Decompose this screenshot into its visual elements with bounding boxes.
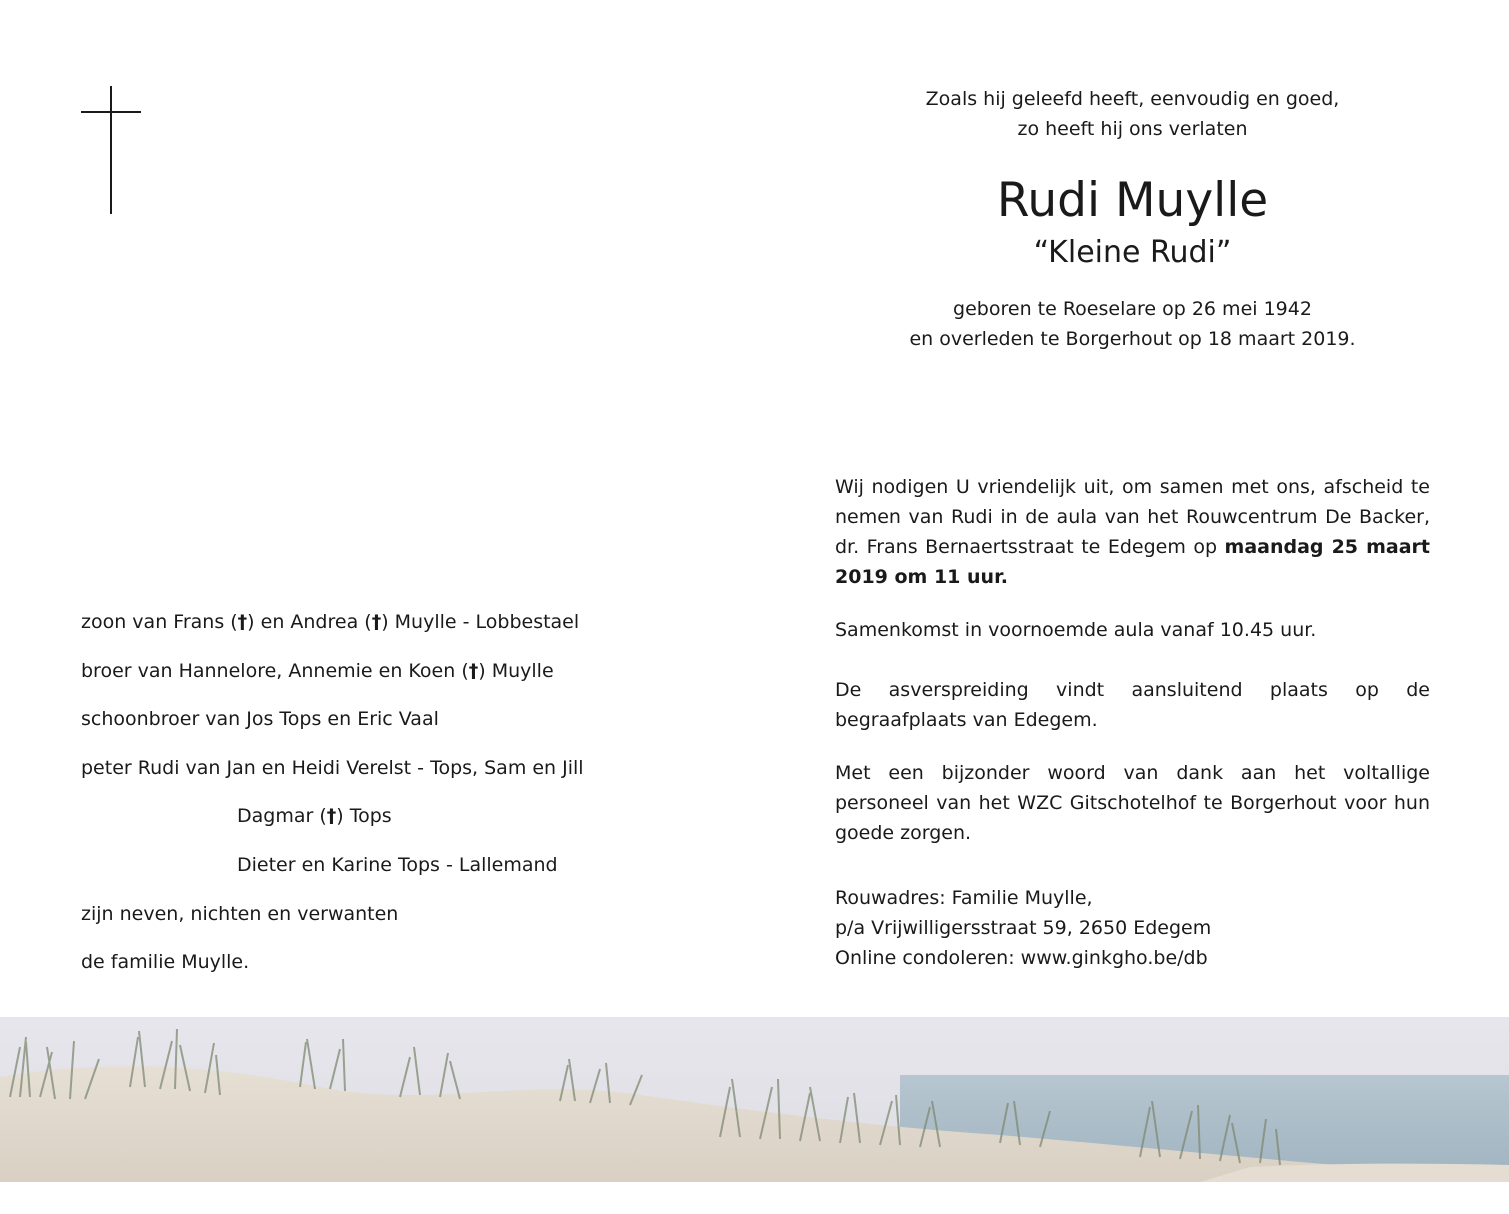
dagger-icon: † [371,611,382,633]
invitation-paragraph [835,472,1430,592]
family-line [81,796,641,845]
invitation-text: Wij nodigen U vriendelijk uit, om samen met ons, afscheid te nemen van Rudi in de aula van het Rouwcentrum De Backer, dr. Frans Bernaertsstraat te Edegem op [835,476,1430,558]
address-line: p/a Vrijwilligersstraat 59, 2650 Edegem [835,917,1212,939]
dagger-icon: † [326,805,337,828]
family-line [81,651,641,700]
family-text: zoon van Frans ( [81,611,238,633]
dune-landscape-image [0,1017,1509,1182]
cross-icon [81,86,141,214]
family-text: ) en Andrea ( [247,611,372,633]
death-line: en overleden te Borgerhout op 18 maart 2019. [909,328,1356,350]
cross-horizontal [81,111,141,113]
family-text: ) Muylle [478,659,554,682]
dagger-icon: † [468,659,479,682]
nickname: “Kleine Rudi” [1033,235,1232,270]
family-line: peter Rudi van Jan en Heidi Verelst - Tops, Sam en Jill [81,756,584,779]
gathering-paragraph: Samenkomst in voornoemde aula vanaf 10.45 uur. [835,619,1317,641]
deceased-name: Rudi Muylle [996,173,1269,228]
family-list [81,602,641,991]
family-line: de familie Muylle. [81,951,250,974]
family-text: ) Tops [336,805,392,828]
birth-death-dates [835,294,1430,354]
dagger-icon: † [237,611,248,633]
motto [835,84,1430,144]
family-line: Dieter en Karine Tops - Lallemand [237,853,558,876]
motto-line: Zoals hij geleefd heeft, eenvoudig en goed, [925,88,1340,110]
family-text: Dagmar ( [237,805,327,828]
birth-line: geboren te Roeselare op 26 mei 1942 [953,298,1312,320]
motto-line: zo heeft hij ons verlaten [1017,118,1248,140]
family-line: schoonbroer van Jos Tops en Eric Vaal [81,708,439,731]
online-condolence-line: Online condoleren: www.ginkgho.be/db [835,947,1208,969]
ceremony-datetime: maandag 25 maart 2019 om 11 uur. [835,536,1430,588]
family-text: ) Muylle - Lobbestael [381,611,580,633]
address-line: Rouwadres: Familie Muylle, [835,887,1093,909]
ashes-paragraph: De asverspreiding vindt aansluitend plaats op de begraafplaats van Edegem. [835,679,1430,731]
cross-vertical [110,86,112,214]
family-text: broer van Hannelore, Annemie en Koen ( [81,659,469,682]
thanks-paragraph: Met een bijzonder woord van dank aan het voltallige personeel van het WZC Gitschotelhof te Borgerhout voor hun goede zorgen. [835,762,1430,844]
family-line: zijn neven, nichten en verwanten [81,902,399,925]
family-line [81,602,641,651]
address-block [835,883,1430,973]
